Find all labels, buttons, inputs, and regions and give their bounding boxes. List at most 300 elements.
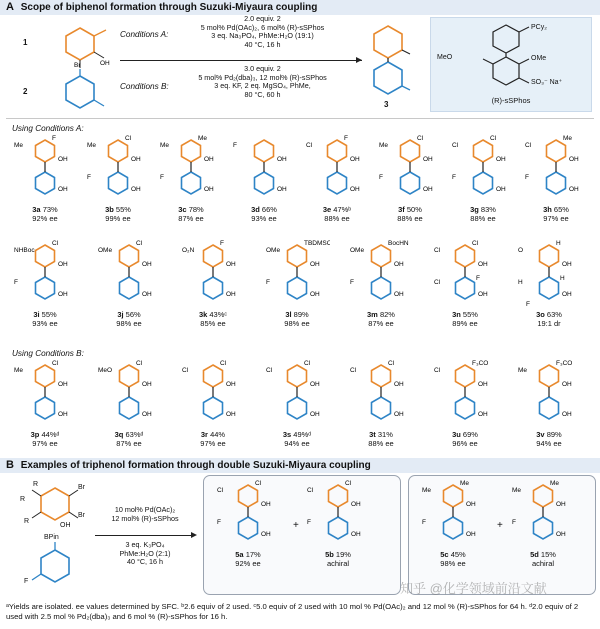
- oh-label: OH: [478, 381, 488, 388]
- substituent-label: Me: [14, 367, 24, 374]
- entry-label-3n: [430, 310, 500, 328]
- entry-yield: 63%: [546, 310, 562, 319]
- panel-b-letter: B: [6, 459, 14, 471]
- oh-label: OH: [394, 411, 404, 418]
- substituent-label: F: [160, 174, 164, 181]
- divider: [6, 118, 594, 119]
- product-3-structure: [358, 18, 418, 108]
- entry-ee: 88% ee: [368, 439, 394, 448]
- entry-yield: 49%ᵈ: [293, 430, 312, 439]
- oh-label: OH: [261, 531, 271, 538]
- biaryl-structure: [516, 360, 582, 430]
- entry-ee: 97% ee: [32, 439, 58, 448]
- entry-label-5c: [418, 550, 488, 568]
- entry-id: 3h: [543, 205, 552, 214]
- substituent-label: F: [87, 174, 91, 181]
- biaryl-structure: [523, 135, 589, 205]
- entry-yield: 89%: [293, 310, 309, 319]
- entry-id: 3a: [32, 205, 41, 214]
- substituent-label: F: [266, 279, 270, 286]
- oh-label: OH: [204, 156, 214, 163]
- entry-yield: 50%: [406, 205, 422, 214]
- entry-label-3r: [178, 430, 248, 448]
- entry-ee: 97% ee: [543, 214, 569, 223]
- entry-yield: 47%ᵇ: [333, 205, 352, 214]
- biaryl-structure: [420, 480, 486, 550]
- oh-label: OH: [423, 156, 433, 163]
- hydroxyl-atom-label: OH: [100, 60, 110, 67]
- oh-label: OH: [142, 261, 152, 268]
- oh-label: OH: [394, 261, 404, 268]
- entry-id: 3i: [33, 310, 40, 319]
- entry-3v: [516, 360, 582, 435]
- entry-label-3c: [156, 205, 226, 223]
- compound-3-label: 3: [384, 100, 389, 109]
- entry-3f: [377, 135, 443, 210]
- entry-id: 3v: [536, 430, 545, 439]
- substituent-label: F: [350, 279, 354, 286]
- substituent-label: Cl: [434, 247, 441, 254]
- section-conditions-a: Using Conditions A:: [12, 124, 84, 133]
- substituent-label: Cl: [266, 367, 273, 374]
- biaryl-structure: [215, 480, 281, 550]
- entry-id: 3e: [322, 205, 332, 214]
- oh-label: OH: [261, 501, 271, 508]
- biaryl-structure: [450, 135, 516, 205]
- oh-label: OH: [556, 501, 566, 508]
- oh-label: OH: [423, 186, 433, 193]
- biaryl-structure: [85, 135, 151, 205]
- biaryl-structure: [377, 135, 443, 205]
- entry-ee: 88% ee: [397, 214, 423, 223]
- substituent-label: Cl: [182, 367, 189, 374]
- ligand-meo-label: MeO: [437, 54, 453, 61]
- entry-id: 5b: [325, 550, 334, 559]
- entry-5b: [305, 480, 371, 555]
- entry-ee: 97% ee: [200, 439, 226, 448]
- substituent-label: H: [560, 275, 565, 282]
- biaryl-structure: [348, 240, 414, 310]
- substituent-label: Cl: [255, 480, 262, 487]
- substituent-label: Me: [460, 480, 470, 487]
- oh-label: OH: [310, 291, 320, 298]
- watermark: 知乎 @化学领域前沿文献: [400, 581, 547, 596]
- substituent-label: F: [52, 135, 56, 142]
- entry-3n: [432, 240, 498, 315]
- entry-5d: [510, 480, 576, 555]
- entry-yield: 19%: [335, 550, 351, 559]
- sm-r-label-2: R: [20, 496, 26, 503]
- substituent-label: Me: [87, 142, 97, 149]
- entry-ee: 85% ee: [200, 319, 226, 328]
- entry-yield: 56%: [125, 310, 141, 319]
- entry-yield: 15%: [540, 550, 556, 559]
- oh-label: OH: [478, 411, 488, 418]
- substituent-label: Cl: [306, 142, 313, 149]
- oh-label: OH: [351, 531, 361, 538]
- substituent-label: Cl: [136, 360, 143, 367]
- entry-yield: 73%: [42, 205, 58, 214]
- substituent-label: Cl: [434, 279, 441, 286]
- entry-id: 3m: [367, 310, 378, 319]
- substituent-label: Cl: [472, 240, 479, 247]
- entry-id: 3t: [369, 430, 376, 439]
- substituent-label: F: [233, 142, 237, 149]
- entry-3d: [231, 135, 297, 210]
- oh-label: OH: [58, 291, 68, 298]
- entry-id: 5d: [530, 550, 539, 559]
- bromide-atom-label: Br: [74, 62, 81, 69]
- oh-label: OH: [131, 186, 141, 193]
- entry-ee: 88% ee: [470, 214, 496, 223]
- substituent-label: OMe: [350, 247, 365, 254]
- sm-br-label-2: Br: [78, 512, 85, 519]
- panel-b-cond-1: 10 mol% Pd(OAc)₂: [114, 505, 176, 514]
- substituent-label: Cl: [136, 240, 143, 247]
- entry-id: 3u: [452, 430, 461, 439]
- biaryl-structure: [516, 240, 582, 310]
- substituent-label: BocHN: [388, 240, 409, 247]
- substituent-label: F: [14, 279, 18, 286]
- oh-label: OH: [310, 381, 320, 388]
- section-conditions-b: Using Conditions B:: [12, 349, 84, 358]
- entry-ee: 99% ee: [105, 214, 131, 223]
- oh-label: OH: [142, 291, 152, 298]
- entry-label-3m: [346, 310, 416, 328]
- entry-3o: [516, 240, 582, 315]
- compound-1-label: 1: [23, 38, 28, 47]
- panel-b-title: Examples of triphenol formation through double Suzuki-Miyaura coupling: [20, 460, 371, 471]
- panel-b-header: [0, 458, 600, 473]
- entry-ee: 88% ee: [324, 214, 350, 223]
- entry-ee: 92% ee: [32, 214, 58, 223]
- entry-label-3l: [262, 310, 332, 328]
- entry-3h: [523, 135, 589, 210]
- sm-r-label-3: R: [24, 518, 30, 525]
- panel-b-conditions-top: [95, 506, 195, 523]
- entry-yield: 63%ᵈ: [125, 430, 144, 439]
- oh-label: OH: [226, 291, 236, 298]
- conditions-b-name: Conditions B:: [120, 82, 169, 91]
- substituent-label: F: [220, 240, 224, 247]
- oh-label: OH: [204, 186, 214, 193]
- oh-label: OH: [466, 531, 476, 538]
- oh-label: OH: [310, 411, 320, 418]
- entry-id: 5a: [235, 550, 244, 559]
- entry-label-5b: [303, 550, 373, 568]
- substituent-label: F₃CO: [556, 360, 573, 367]
- reaction-arrow: [120, 60, 362, 61]
- entry-label-3b: [83, 205, 153, 223]
- entry-yield: 31%: [377, 430, 393, 439]
- biaryl-structure: [510, 480, 576, 550]
- substituent-label: F: [512, 519, 516, 526]
- substituent-label: H: [518, 279, 523, 286]
- panel-b-cond-5: 40 °C, 16 h: [126, 557, 164, 567]
- entry-yield: 44%ᵈ: [41, 430, 60, 439]
- entry-label-3q: [94, 430, 164, 448]
- conditions-b-line-4: 80 °C, 60 h: [244, 89, 281, 99]
- oh-label: OH: [226, 261, 236, 268]
- substituent-label: F: [422, 519, 426, 526]
- entry-label-3u: [430, 430, 500, 448]
- entry-label-3h: [521, 205, 591, 223]
- panel-b-conditions-bottom: [95, 541, 195, 567]
- oh-label: OH: [142, 411, 152, 418]
- entry-id: 3c: [178, 205, 187, 214]
- oh-label: OH: [350, 156, 360, 163]
- entry-ee: 87% ee: [178, 214, 204, 223]
- biaryl-structure: [180, 240, 246, 310]
- entry-3p: [12, 360, 78, 435]
- substituent-label: Me: [518, 367, 528, 374]
- entry-yield: 66%: [261, 205, 277, 214]
- substituent-label: F: [307, 519, 311, 526]
- entry-id: 5c: [440, 550, 449, 559]
- entry-id: 3d: [251, 205, 260, 214]
- entry-3s: [264, 360, 330, 435]
- entry-5a: [215, 480, 281, 555]
- entry-ee: achiral: [531, 559, 555, 568]
- biaryl-structure: [304, 135, 370, 205]
- substituent-label: NHBoc: [14, 247, 35, 254]
- entry-label-3e: [302, 205, 372, 223]
- entry-label-5a: [213, 550, 283, 568]
- entry-ee: 98% ee: [440, 559, 466, 568]
- biaryl-structure: [264, 240, 330, 310]
- entry-3e: [304, 135, 370, 210]
- entry-yield: 55%: [462, 310, 478, 319]
- entry-yield: 17%: [245, 550, 261, 559]
- entry-id: 3j: [117, 310, 124, 319]
- entry-yield: 82%: [379, 310, 395, 319]
- oh-label: OH: [562, 291, 572, 298]
- conditions-a-line-4: 40 °C, 16 h: [244, 39, 281, 49]
- entry-3c: [158, 135, 224, 210]
- substituent-label: Cl: [125, 135, 132, 142]
- oh-label: OH: [350, 186, 360, 193]
- entry-yield: 55%: [115, 205, 131, 214]
- oh-label: OH: [478, 291, 488, 298]
- substituent-label: OMe: [98, 247, 113, 254]
- entry-yield: 65%: [553, 205, 569, 214]
- substituent-label: Cl: [220, 360, 227, 367]
- substituent-label: F: [525, 174, 529, 181]
- oh-label: OH: [394, 381, 404, 388]
- conditions-a-name: Conditions A:: [120, 30, 169, 39]
- entry-label-3k: [178, 310, 248, 328]
- panel-b-cond-4: PhMe:H₂O (2:1): [119, 548, 171, 558]
- substituent-label: Me: [379, 142, 389, 149]
- oh-label: OH: [58, 156, 68, 163]
- conditions-b-block: [175, 65, 350, 99]
- plus-sign-2: +: [497, 520, 503, 531]
- panel-b-cond-3: 3 eq. K₃PO₄: [125, 540, 165, 549]
- substituent-label: MeO: [98, 367, 113, 374]
- entry-ee: 19:1 dr: [537, 319, 561, 328]
- biaryl-structure: [231, 135, 297, 205]
- biaryl-structure: [96, 240, 162, 310]
- oh-label: OH: [496, 186, 506, 193]
- substituent-label: Me: [563, 135, 573, 142]
- entry-yield: 45%: [450, 550, 466, 559]
- entry-id: 3k: [198, 310, 208, 319]
- entry-yield: 89%: [546, 430, 562, 439]
- oh-label: OH: [556, 531, 566, 538]
- oh-label: OH: [569, 156, 579, 163]
- substituent-label: Cl: [434, 367, 441, 374]
- substituent-label: Me: [160, 142, 170, 149]
- entry-ee: 98% ee: [284, 319, 310, 328]
- ligand-pcy2-label: PCy₂: [531, 24, 547, 31]
- biaryl-structure: [432, 240, 498, 310]
- substituent-label: H: [556, 240, 561, 247]
- panel-b-cond-2: 12 mol% (R)-sSPhos: [111, 513, 179, 523]
- entry-yield: 69%: [462, 430, 478, 439]
- substituent-label: Cl: [52, 240, 59, 247]
- conditions-a-line-3: 3 eq. Na₃PO₄, PhMe:H₂O (19:1): [211, 31, 314, 41]
- substituent-label: F: [217, 519, 221, 526]
- ligand-name: (R)-sSPhos: [491, 96, 531, 105]
- entry-yield: 44%: [210, 430, 226, 439]
- oh-label: OH: [58, 411, 68, 418]
- entry-label-3t: [346, 430, 416, 448]
- arrow-head-icon: [191, 532, 197, 538]
- entry-id: 3b: [105, 205, 114, 214]
- biaryl-structure: [96, 360, 162, 430]
- ligand-ome-label: OMe: [531, 55, 547, 62]
- oh-label: OH: [58, 186, 68, 193]
- conditions-a-block: [175, 15, 350, 49]
- compound-2-label: 2: [23, 87, 28, 96]
- entry-id: 3l: [285, 310, 292, 319]
- oh-label: OH: [131, 156, 141, 163]
- entry-3k: [180, 240, 246, 315]
- oh-label: OH: [277, 186, 287, 193]
- entry-id: 3f: [398, 205, 405, 214]
- entry-label-3s: [262, 430, 332, 448]
- entry-3q: [96, 360, 162, 435]
- panel-b-arrow: [95, 535, 195, 536]
- entry-3m: [348, 240, 414, 315]
- substituent-label: Cl: [452, 142, 459, 149]
- entry-id: 3r: [200, 430, 208, 439]
- panel-a-letter: A: [6, 1, 14, 13]
- entry-3j: [96, 240, 162, 315]
- substituent-label: Cl: [217, 487, 224, 494]
- conditions-b-line-3: 3 eq. KF, 2 eq. MgSO₄, PhMe,: [214, 81, 311, 91]
- entry-3i: [12, 240, 78, 315]
- entry-label-3g: [448, 205, 518, 223]
- substituent-label: Me: [14, 142, 24, 149]
- substituent-label: F: [344, 135, 348, 142]
- substituent-label: Cl: [388, 360, 395, 367]
- substituent-label: Cl: [304, 360, 311, 367]
- entry-3g: [450, 135, 516, 210]
- biaryl-structure: [264, 360, 330, 430]
- substituent-label: Me: [512, 487, 522, 494]
- oh-label: OH: [569, 186, 579, 193]
- oh-label: OH: [466, 501, 476, 508]
- starting-materials: [40, 18, 120, 113]
- entry-label-3v: [514, 430, 584, 448]
- conditions-b-line-2: 5 mol% Pd₂(dba)₃, 12 mol% (R)-sSPhos: [198, 72, 327, 82]
- substituent-label: Me: [550, 480, 560, 487]
- entry-3t: [348, 360, 414, 435]
- entry-id: 3s: [282, 430, 292, 439]
- biaryl-structure: [158, 135, 224, 205]
- sm-oh-label: OH: [60, 522, 71, 529]
- substituent-label: F₃CO: [472, 360, 489, 367]
- substituent-label: Cl: [307, 487, 314, 494]
- entry-label-5d: [508, 550, 578, 568]
- substituent-label: F: [452, 174, 456, 181]
- substituent-label: O₂N: [182, 247, 195, 254]
- entry-ee: 87% ee: [116, 439, 142, 448]
- oh-label: OH: [142, 381, 152, 388]
- entry-id: 3q: [114, 430, 124, 439]
- ligand-sulfonate-label: SO₃⁻ Na⁺: [531, 79, 563, 86]
- entry-id: 3o: [536, 310, 545, 319]
- sm-f-label: F: [24, 578, 29, 585]
- substituent-label: Cl: [345, 480, 352, 487]
- substituent-label: Cl: [525, 142, 532, 149]
- substituent-label: F: [476, 275, 480, 282]
- substituent-label: Cl: [417, 135, 424, 142]
- conditions-b-line-1: 3.0 equiv. 2: [244, 64, 281, 73]
- entry-ee: 89% ee: [452, 319, 478, 328]
- entry-yield: 55%: [41, 310, 57, 319]
- entry-label-3a: [10, 205, 80, 223]
- substituent-label: Cl: [52, 360, 59, 367]
- entry-ee: 92% ee: [235, 559, 261, 568]
- panel-a-header: [0, 0, 600, 15]
- entry-yield: 83%: [480, 205, 496, 214]
- oh-label: OH: [562, 381, 572, 388]
- entry-id: 3p: [30, 430, 40, 439]
- substituent-label: OMe: [266, 247, 281, 254]
- substituent-label: Me: [422, 487, 432, 494]
- substituent-label: F: [526, 301, 530, 308]
- entry-ee: 98% ee: [116, 319, 142, 328]
- oh-label: OH: [310, 261, 320, 268]
- entry-3l: [264, 240, 330, 315]
- entry-ee: 93% ee: [251, 214, 277, 223]
- substituent-label: Me: [198, 135, 208, 142]
- entry-label-3f: [375, 205, 445, 223]
- panel-a-title: Scope of biphenol formation through Suzuki-Miyaura coupling: [20, 2, 318, 13]
- entry-yield: 43%ᶜ: [209, 310, 228, 319]
- oh-label: OH: [562, 411, 572, 418]
- entry-3a: [12, 135, 78, 210]
- oh-label: OH: [394, 291, 404, 298]
- conditions-a-line-2: 5 mol% Pd(OAc)₂, 6 mol% (R)-sSPhos: [200, 22, 325, 32]
- biaryl-structure: [12, 135, 78, 205]
- oh-label: OH: [226, 381, 236, 388]
- entry-ee: 96% ee: [452, 439, 478, 448]
- oh-label: OH: [58, 261, 68, 268]
- footnote: ᵃYields are isolated. ee values determined by SFC. ᵇ2.6 equiv of 2 used. ᶜ5.0 equiv of 2 used with 10 mol % Pd(OAc)₂ and 12 mol % (R)-sSPhos for 64 h. ᵈ2.0 equiv of 2 used with 2.5 mol % Pd₂(dba)₃ and 6 mol % (R)-sSPhos for 16 h.: [6, 602, 579, 621]
- sm-bpin-label: BPin: [44, 534, 59, 541]
- entry-3r: [180, 360, 246, 435]
- substituent-label: Cl: [350, 367, 357, 374]
- substituent-label: F: [379, 174, 383, 181]
- oh-label: OH: [562, 261, 572, 268]
- oh-label: OH: [351, 501, 361, 508]
- entry-id: 3n: [452, 310, 461, 319]
- substituent-label: O: [518, 247, 524, 254]
- entry-3u: [432, 360, 498, 435]
